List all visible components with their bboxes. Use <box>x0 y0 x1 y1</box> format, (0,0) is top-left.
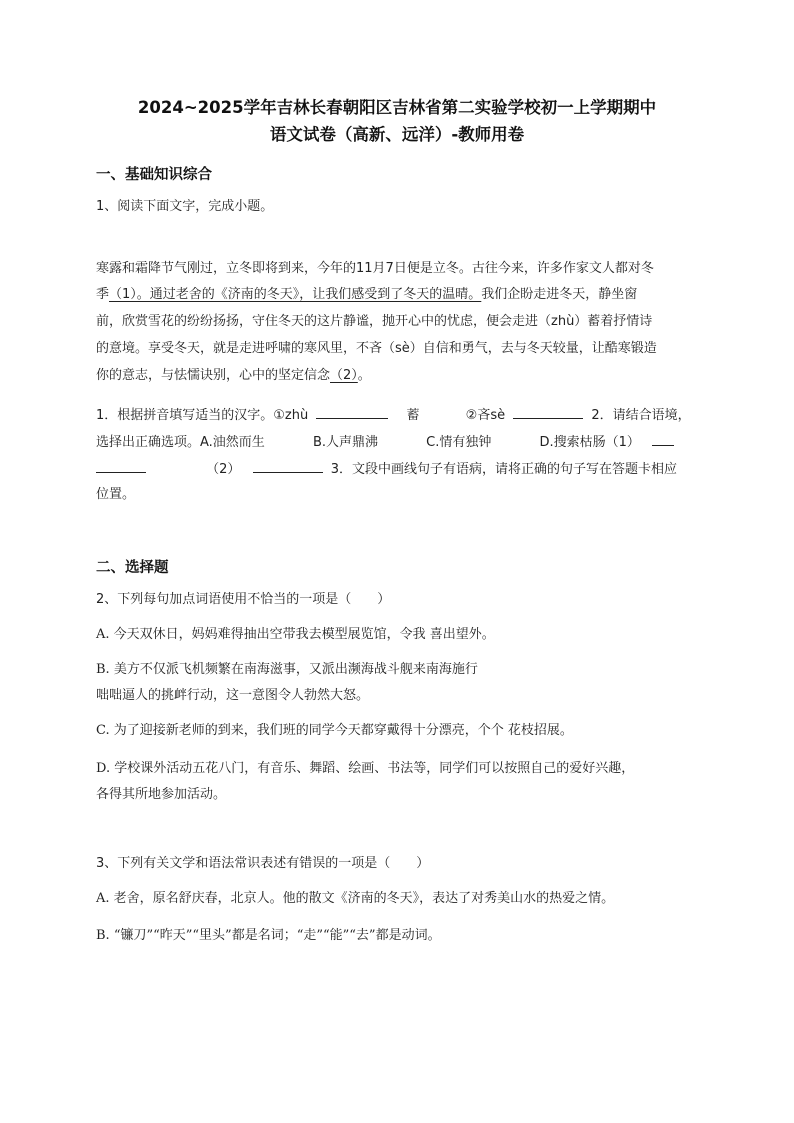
subquestion-line-3 <box>96 458 677 480</box>
question-3-option-a: A. 老舍，原名舒庆春，北京人。他的散文《济南的冬天》，表达了对秀美山水的热爱之情。 <box>96 891 615 906</box>
subquestion-line-2 <box>96 431 674 453</box>
exam-title-line2: 语文试卷（高新、远洋）-教师用卷 <box>269 125 525 144</box>
subquestion-line-1 <box>96 404 691 426</box>
question-2-option-a: A. 今天双休日，妈妈难得抽出空带我去模型展览馆，令我 喜出望外。 <box>96 627 495 642</box>
subquestion-text: （2） <box>206 462 241 477</box>
option-c: C.情有独钟 <box>426 435 492 450</box>
passage-line-1: 寒露和霜降节气刚过，立冬即将到来，今年的11月7日便是立冬。古往今来，许多作家文人都对冬 <box>96 261 654 276</box>
question-2-option-d-line2: 各得其所地参加活动。 <box>96 787 227 802</box>
section-heading-multiple-choice: 二、选择题 <box>96 560 169 576</box>
answer-blank-1-end[interactable] <box>96 458 146 473</box>
subquestion-text: 1．根据拼音填写适当的汉字。①zhù <box>96 408 309 423</box>
passage-line-5 <box>96 366 371 386</box>
question-1-intro: 1、阅读下面文字，完成小题。 <box>96 199 274 214</box>
question-2-option-c: C. 为了迎接新老师的到来，我们班的同学今天都穿戴得十分漂亮，个个 花枝招展。 <box>96 723 573 738</box>
underlined-sentence: （1）。通过老舍的《济南的冬天》，让我们感受到了冬天的温晴。 <box>109 287 482 302</box>
passage-text: 。 <box>357 368 371 383</box>
subquestion-text: 选择出正确选项。A.油然而生 <box>96 435 265 450</box>
passage-line-4: 的意境。享受冬天，就是走进呼啸的寒风里，不吝（sè）自信和勇气，去与冬天较量，让酷寒锻造 <box>96 341 657 356</box>
answer-blank-2[interactable] <box>253 458 323 473</box>
subquestion-text: 3．文段中画线句子有语病，请将正确的句子写在答题卡相应 <box>330 462 677 477</box>
answer-blank-1-start[interactable] <box>652 431 674 446</box>
answer-blank-se[interactable] <box>513 404 583 419</box>
question-2-option-d-line1: D. 学校课外活动五花八门，有音乐、舞蹈、绘画、书法等，同学们可以按照自己的爱好兴趣， <box>96 761 635 776</box>
question-2-option-b-line1: B. 美方不仅派飞机频繁在南海滋事，又派出濒海战斗舰来南海施行 <box>96 662 478 677</box>
passage-text: 季 <box>96 287 110 302</box>
question-2-option-b-line2: 咄咄逼人的挑衅行动，这一意图令人勃然大怒。 <box>96 688 370 703</box>
subquestion-line-4: 位置。 <box>96 487 136 502</box>
passage-line-2 <box>96 285 637 305</box>
option-d: D.搜索枯肠（1） <box>539 435 640 450</box>
exam-title-line1: 2024~2025学年吉林长春朝阳区吉林省第二实验学校初一上学期期中 <box>137 98 657 117</box>
section-heading-basic-knowledge: 一、基础知识综合 <box>96 167 212 183</box>
answer-blank-zhu[interactable] <box>316 404 388 419</box>
subquestion-text: ②吝sè <box>465 408 506 423</box>
option-b: B.人声鼎沸 <box>312 435 379 450</box>
passage-text: 我们企盼走进冬天，静坐窗 <box>481 287 638 302</box>
subquestion-text: 2．请结合语境， <box>591 408 691 423</box>
question-3-stem: 3、下列有关文学和语法常识表述有错误的一项是（ ） <box>96 856 430 871</box>
question-3-option-b: B. “镰刀”“昨天”“里头”都是名词；“走”“能”“去”都是动词。 <box>96 928 441 943</box>
passage-text: 你的意志，与怯懦诀别，心中的坚定信念 <box>96 368 331 383</box>
passage-line-3: 前，欣赏雪花的纷纷扬扬，守住冬天的这片静谧，抛开心中的忧虑，便会走进（zhù）蓄着抒情诗 <box>96 314 653 329</box>
question-2-stem: 2、下列每句加点词语使用不恰当的一项是（ ） <box>96 592 391 607</box>
subquestion-text: 蓄 <box>406 408 420 423</box>
underlined-blank-2: （2） <box>330 368 358 383</box>
